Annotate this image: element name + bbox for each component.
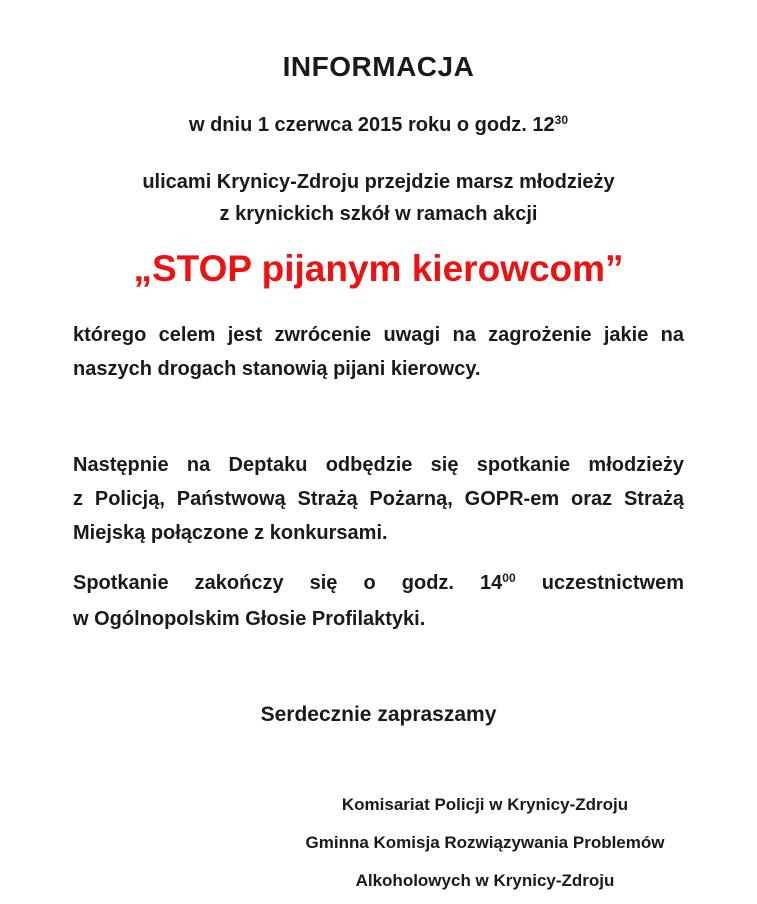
closing-line-prefix: Spotkanie zakończy się o godz. 14 [73,572,503,594]
signature-line-2: Gminna Komisja Rozwiązywania Problemów [305,833,665,852]
paragraph-goal [73,318,684,386]
closing-line-superscript: 00 [502,571,516,586]
paragraph-goal-line-1: którego celem jest zwrócenie uwagi na zagrożenie jakie na [73,324,684,346]
intro-block [73,166,684,230]
campaign-title: „STOP pijanym kierowcom” [133,248,624,289]
signature-line-3: Alkoholowych w Krynicy-Zdroju [355,871,615,890]
paragraph-goal-line-2: naszych drogach stanowią pijani kierowcy. [73,358,481,380]
invitation-line: Serdecznie zapraszamy [260,703,497,726]
signature-line-1: Komisariat Policji w Krynicy-Zdroju [341,795,629,814]
document-title: INFORMACJA [282,51,475,82]
paragraph-meeting-line-3: Miejską połączone z konkursami. [73,522,388,544]
paragraph-closing [73,566,684,636]
paragraph-meeting-line-2: z Policją, Państwową Strażą Pożarną, GOPR-em oraz Strażą [73,488,684,510]
paragraph-meeting-line-1: Następnie na Deptaku odbędzie się spotkanie młodzieży [73,454,684,476]
date-line-superscript: 30 [554,113,569,128]
closing-line-suffix: uczestnictwem [515,572,684,594]
paragraph-closing-line-2: w Ogólnopolskim Głosie Profilaktyki. [73,608,426,630]
intro-line-2: z krynickich szkół w ramach akcji [219,203,538,225]
intro-line-1: ulicami Krynicy-Zdroju przejdzie marsz młodzieży [142,171,615,193]
date-line-text: w dniu 1 czerwca 2015 roku o godz. 12 [188,114,555,136]
signature-block [286,786,684,900]
date-line [73,110,684,142]
paragraph-closing-line-1 [73,566,684,602]
paragraph-meeting [73,448,684,550]
